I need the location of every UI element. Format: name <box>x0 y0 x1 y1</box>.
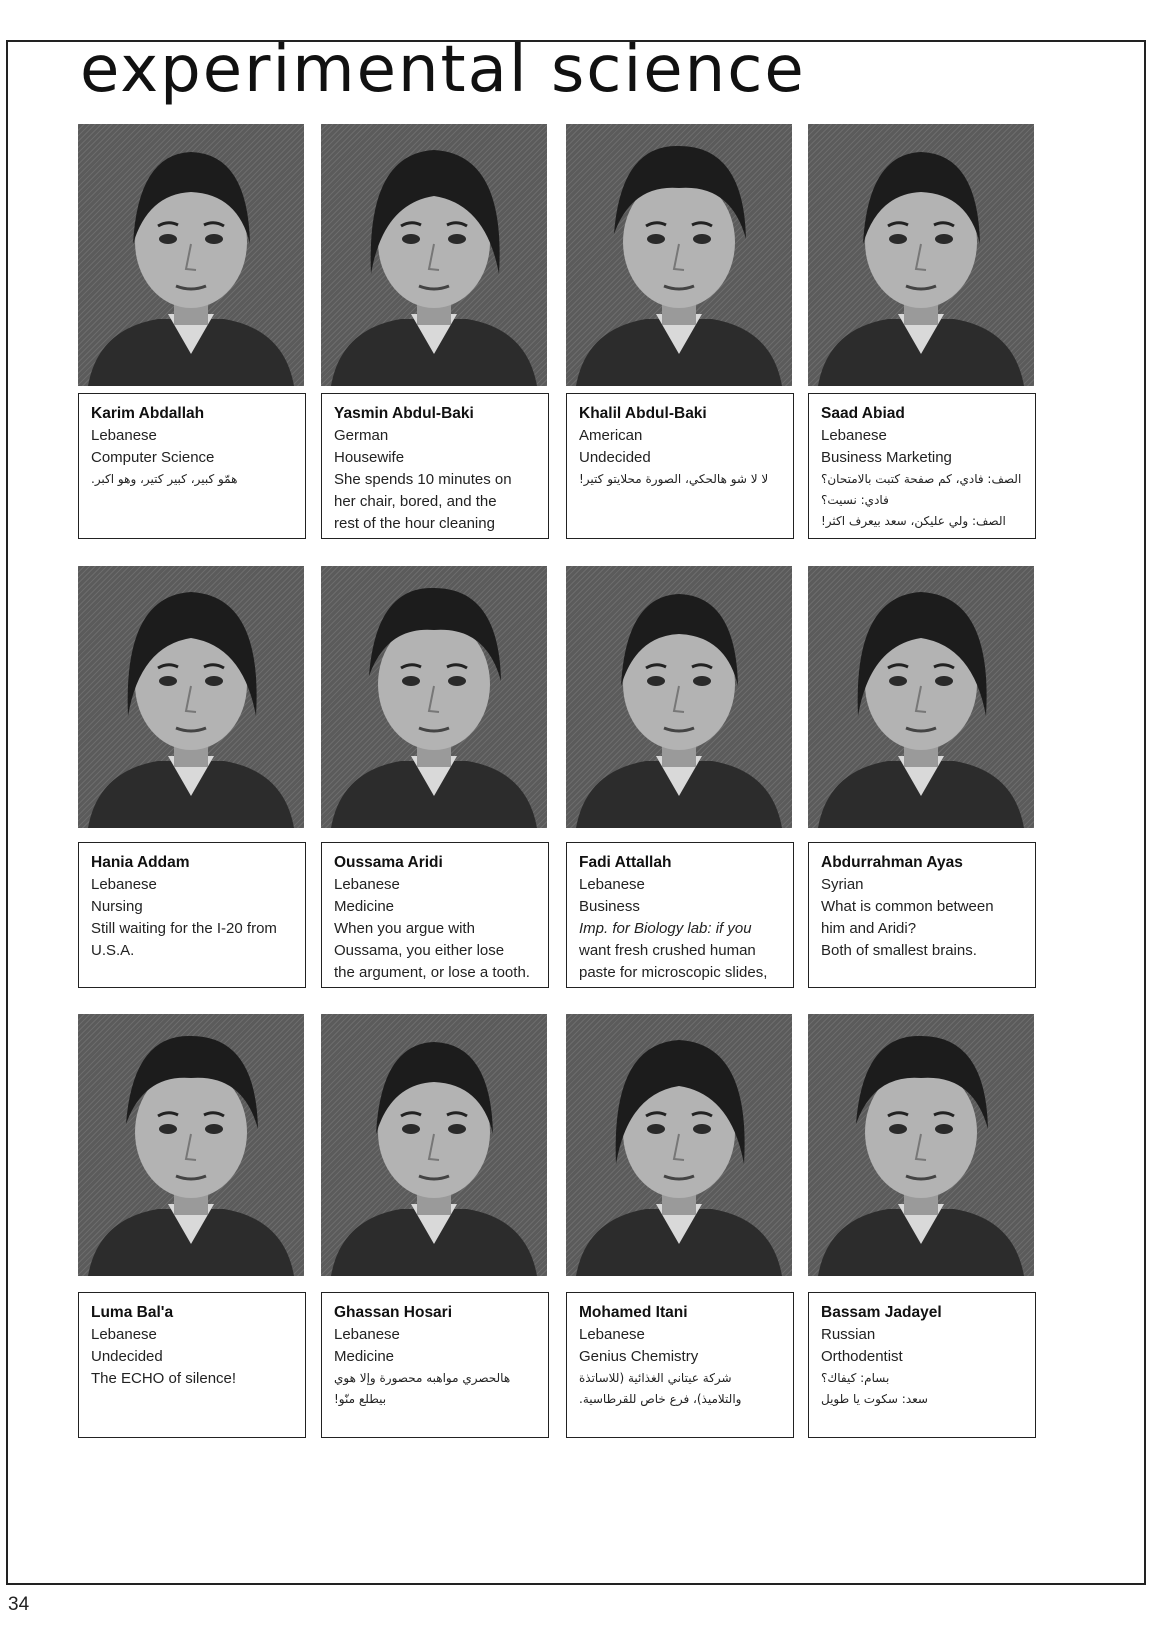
student-photo <box>566 566 792 828</box>
student-detail-line: Nursing <box>91 898 143 915</box>
student-detail-line: U.S.A. <box>91 942 135 959</box>
student-detail-line: Business <box>579 898 640 915</box>
student-detail-line: شركة عيتاني الغذائية (للاساتذة <box>579 1371 732 1385</box>
portrait-illustration <box>566 124 792 386</box>
student-detail-line: Lebanese <box>91 1326 157 1343</box>
student-name: Khalil Abdul-Baki <box>579 405 707 422</box>
student-name: Hania Addam <box>91 854 190 871</box>
portrait-illustration <box>321 566 547 828</box>
student-detail-line: Orthodentist <box>821 1348 903 1365</box>
student-detail-line: Business Marketing <box>821 449 952 466</box>
student-detail-line: Lebanese <box>91 876 157 893</box>
student-detail-line: paste for microscopic slides, <box>579 964 768 981</box>
student-detail-line: الصف: ولي عليكن، سعد بيعرف اكثر! <box>821 514 1006 528</box>
student-card <box>566 842 794 988</box>
student-detail-line: Medicine <box>334 1348 395 1365</box>
student-card <box>78 1292 306 1438</box>
portrait-illustration <box>321 1014 547 1276</box>
student-detail-line: Undecided <box>579 449 651 466</box>
student-name: Saad Abiad <box>821 405 905 422</box>
portrait-illustration <box>808 1014 1034 1276</box>
student-detail-line: American <box>579 427 643 444</box>
student-card <box>321 393 549 539</box>
student-card <box>321 1292 549 1438</box>
portrait-illustration <box>566 1014 792 1276</box>
student-detail-line: Lebanese <box>579 876 645 893</box>
student-photo <box>808 124 1034 386</box>
student-card <box>321 842 549 988</box>
student-name: Abdurrahman Ayas <box>821 854 963 871</box>
student-detail-line: Lebanese <box>334 1326 400 1343</box>
student-detail-line: Medicine <box>334 898 395 915</box>
student-detail-line: Housewife <box>334 449 405 466</box>
student-card <box>566 1292 794 1438</box>
student-card <box>78 842 306 988</box>
student-name: Ghassan Hosari <box>334 1304 453 1321</box>
student-name: Karim Abdallah <box>91 405 205 422</box>
student-detail-line: Lebanese <box>91 427 157 444</box>
student-card <box>78 393 306 539</box>
student-detail-line: سعد: سكوت يا طويل <box>821 1392 928 1406</box>
student-detail-line: Syrian <box>821 876 864 893</box>
student-detail-line: فادي: نسيت؟ <box>821 493 889 507</box>
student-detail-line: Lebanese <box>334 876 400 893</box>
portrait-illustration <box>808 566 1034 828</box>
student-detail-line: همّو كبير، كبير كتير، وهو اكبر. <box>91 472 238 486</box>
student-name: Oussama Aridi <box>334 854 443 871</box>
student-detail-line: The ECHO of silence! <box>91 1370 237 1387</box>
student-name: Bassam Jadayel <box>821 1304 942 1321</box>
student-detail-line: Lebanese <box>579 1326 645 1343</box>
student-photo <box>321 566 547 828</box>
student-detail-line: her chair, bored, and the <box>334 493 497 510</box>
portrait-illustration <box>78 566 304 828</box>
portrait-illustration <box>566 566 792 828</box>
student-detail-line: She spends 10 minutes on <box>334 471 512 488</box>
student-detail-line: بسام: كيفاك؟ <box>821 1371 890 1385</box>
student-detail-line: هالحصري مواهبه محصورة وإلا هوي <box>334 1371 511 1385</box>
student-detail-line: rest of the hour cleaning <box>334 515 495 532</box>
student-detail-line: والتلاميذ)، فرع خاص للقرطاسية. <box>579 1392 742 1406</box>
student-detail-line: الصف: فادي، كم صفحة كتبت بالامتحان؟ <box>821 472 1022 486</box>
student-name: Yasmin Abdul-Baki <box>334 405 474 422</box>
student-photo <box>808 1014 1034 1276</box>
student-card <box>566 393 794 539</box>
portrait-illustration <box>78 1014 304 1276</box>
page-title: experimental science <box>80 33 806 107</box>
student-detail-line: Russian <box>821 1326 876 1343</box>
student-detail-line: German <box>334 427 389 444</box>
student-detail-line: لا لا شو هالحكي، الصورة محلايتو كتير! <box>579 472 769 486</box>
student-photo <box>566 1014 792 1276</box>
student-detail-line: Imp. for Biology lab: if you <box>579 920 752 937</box>
student-card <box>808 1292 1036 1438</box>
portrait-illustration <box>808 124 1034 386</box>
student-photo <box>321 124 547 386</box>
student-detail-line: him and Aridi? <box>821 920 917 937</box>
student-photo <box>321 1014 547 1276</box>
student-name: Mohamed Itani <box>579 1304 688 1321</box>
student-photo <box>78 124 304 386</box>
portrait-illustration <box>78 124 304 386</box>
student-detail-line: Undecided <box>91 1348 163 1365</box>
student-photo <box>78 1014 304 1276</box>
student-name: Luma Bal'a <box>91 1304 174 1321</box>
student-detail-line: What is common between <box>821 898 994 915</box>
student-detail-line: the argument, or lose a tooth. <box>334 964 530 981</box>
student-detail-line: When you argue with <box>334 920 475 937</box>
student-detail-line: Both of smallest brains. <box>821 942 977 959</box>
student-photo <box>566 124 792 386</box>
student-card <box>808 842 1036 988</box>
student-detail-line: Oussama, you either lose <box>334 942 505 959</box>
student-detail-line: Genius Chemistry <box>579 1348 699 1365</box>
page-number: 34 <box>8 1594 30 1615</box>
student-detail-line: Lebanese <box>821 427 887 444</box>
student-detail-line: Computer Science <box>91 449 215 466</box>
student-detail-line: want fresh crushed human <box>579 942 756 959</box>
student-detail-line: بيطلع منّو! <box>334 1392 387 1406</box>
student-card <box>808 393 1036 539</box>
student-name: Fadi Attallah <box>579 854 672 871</box>
student-photo <box>78 566 304 828</box>
student-photo <box>808 566 1034 828</box>
portrait-illustration <box>321 124 547 386</box>
student-detail-line: Still waiting for the I-20 from <box>91 920 277 937</box>
